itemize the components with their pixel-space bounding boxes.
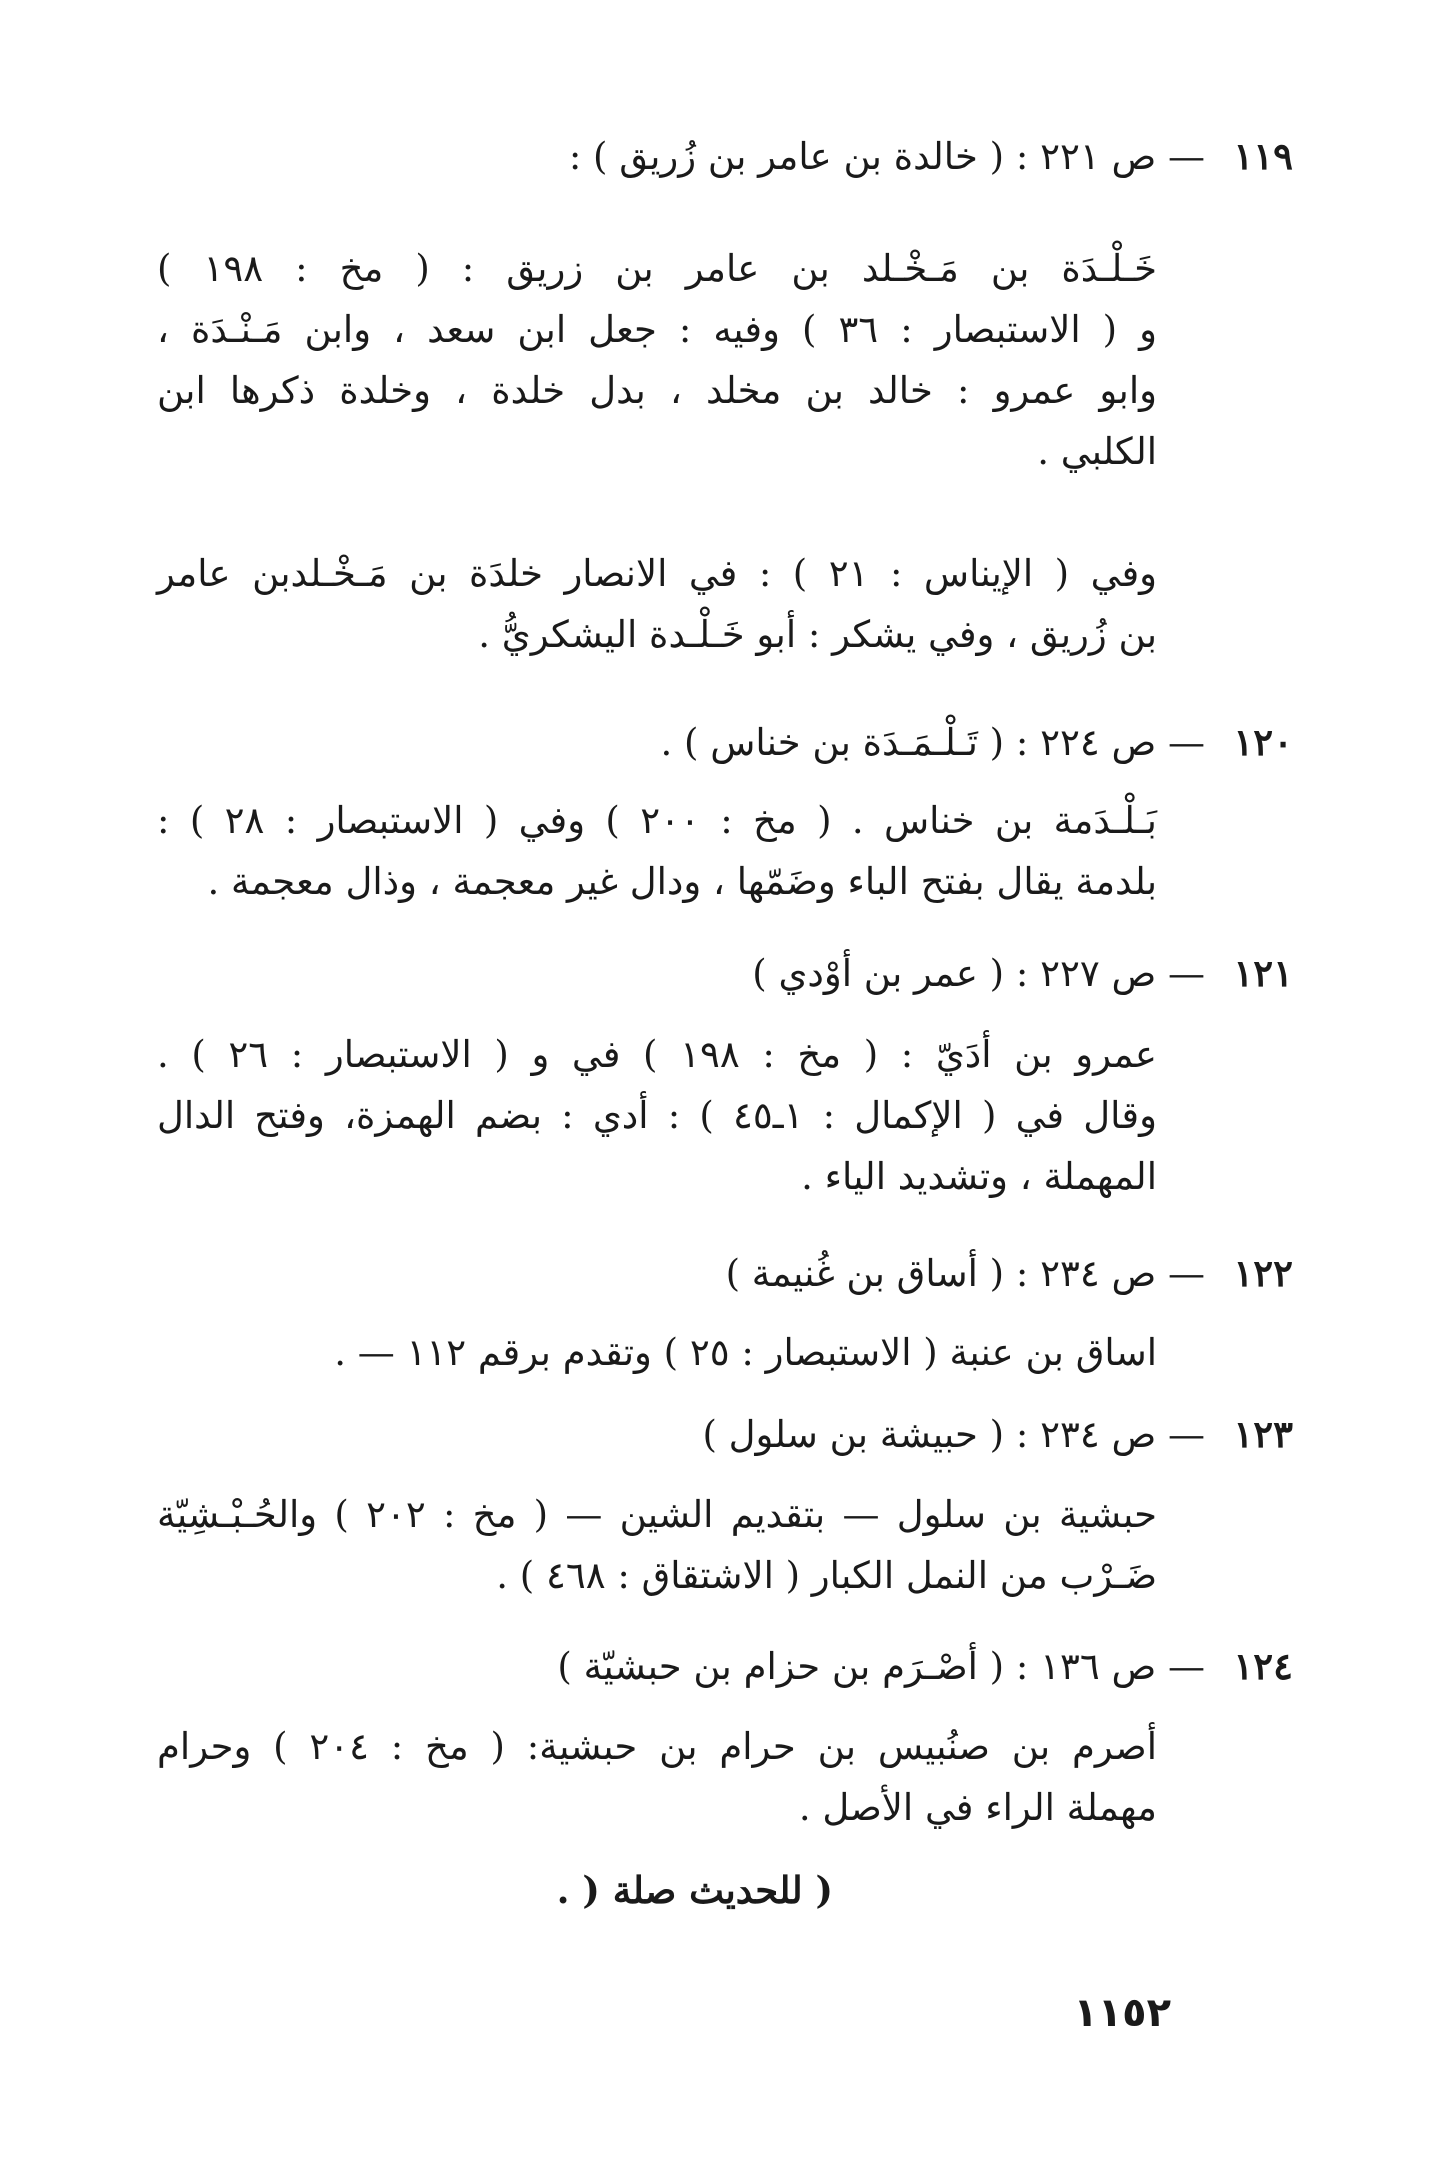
body-line: بَـلْـدَمة بن خناس . ( مخ : ٢٠٠ ) وفي ( الاستبصار : ٢٨ ) : — [157, 799, 1157, 842]
entry-heading-text: — ص ٢٣٤ : ( أساق بن غُنيمة ) — [725, 1252, 1205, 1295]
page-number: ١١٥٢ — [1073, 1990, 1171, 2036]
entry-number: ١٢٢ — [1233, 1251, 1293, 1295]
continuation-note: ( للحديث صلة ( . — [556, 1868, 833, 1912]
entry-body-122 — [157, 1322, 1157, 1383]
entry-heading-122 — [153, 1243, 1293, 1304]
body-line: وقال في ( الإكمال : ١ـ٤٥ ) : أدي : بضم الهمزة، وفتح الدال — [157, 1094, 1157, 1137]
entry-heading-text: — ص ٢٢٧ : ( عمر بن أوْدي ) — [752, 952, 1205, 995]
body-line: الكلبي . — [1037, 430, 1157, 473]
entry-heading-120 — [153, 712, 1293, 773]
entry-number: ١٢٣ — [1233, 1412, 1293, 1456]
entry-heading-text: — ص ٢٢١ : ( خالدة بن عامر بن زُريق ) : — [568, 135, 1205, 178]
entry-body-123 — [157, 1484, 1157, 1606]
body-line: و ( الاستبصار : ٣٦ ) وفيه : جعل ابن سعد ، وابن مَـنْـدَة ، — [157, 308, 1157, 351]
entry-body-120 — [157, 790, 1157, 912]
body-line: بلدمة يقال بفتح الباء وضَمّها ، ودال غير معجمة ، وذال معجمة . — [207, 860, 1157, 903]
entry-heading-123 — [153, 1404, 1293, 1465]
entry-heading-119 — [153, 126, 1293, 187]
body-line: اساق بن عنبة ( الاستبصار : ٢٥ ) وتقدم برقم ١١٢ — . — [334, 1331, 1157, 1374]
entry-number: ١١٩ — [1233, 134, 1293, 178]
body-line: خَـلْـدَة بن مَـخْـلد بن عامر بن زريق : ( مخ : ١٩٨ ) — [157, 247, 1157, 290]
entry-number: ١٢١ — [1233, 951, 1293, 995]
entry-heading-124 — [153, 1636, 1293, 1697]
entry-body-121 — [157, 1024, 1157, 1207]
body-line: مهملة الراء في الأصل . — [798, 1786, 1157, 1829]
body-line: أصرم بن صنُبيس بن حرام بن حبشية: ( مخ : ٢٠٤ ) وحرام — [157, 1725, 1157, 1768]
entry-heading-121 — [153, 943, 1293, 1004]
body-line: وفي ( الإيناس : ٢١ ) : في الانصار خلدَة بن مَـخْـلدبن عامر — [157, 552, 1157, 595]
body-line: ضَـرْب من النمل الكبار ( الاشتقاق : ٤٦٨ ) . — [496, 1554, 1157, 1597]
entry-heading-text: — ص ١٣٦ : ( أصْـرَم بن حزام بن حبشيّة ) — [557, 1645, 1205, 1688]
body-line: حبشية بن سلول — بتقديم الشين — ( مخ : ٢٠٢ ) والحُـبْـشِيّة — [157, 1493, 1157, 1536]
entry-body-124 — [157, 1716, 1157, 1838]
entry-number: ١٢٠ — [1233, 720, 1293, 764]
body-line: بن زُريق ، وفي يشكر : أبو خَـلْـدة اليشكريُّ . — [478, 613, 1157, 656]
entry-heading-text: — ص ٢٢٤ : ( تَـلْـمَـدَة بن خناس ) . — [660, 721, 1205, 764]
body-line: المهملة ، وتشديد الياء . — [801, 1155, 1157, 1198]
entry-body-119-note — [157, 543, 1157, 665]
body-line: وابو عمرو : خالد بن مخلد ، بدل خلدة ، وخلدة ذكرها ابن — [157, 369, 1157, 412]
entry-body-119 — [157, 238, 1157, 482]
entry-heading-text: — ص ٢٣٤ : ( حبيشة بن سلول ) — [702, 1413, 1205, 1456]
entry-number: ١٢٤ — [1233, 1644, 1293, 1688]
body-line: عمرو بن أدَيّ : ( مخ : ١٩٨ ) في و ( الاستبصار : ٢٦ ) . — [157, 1033, 1157, 1076]
